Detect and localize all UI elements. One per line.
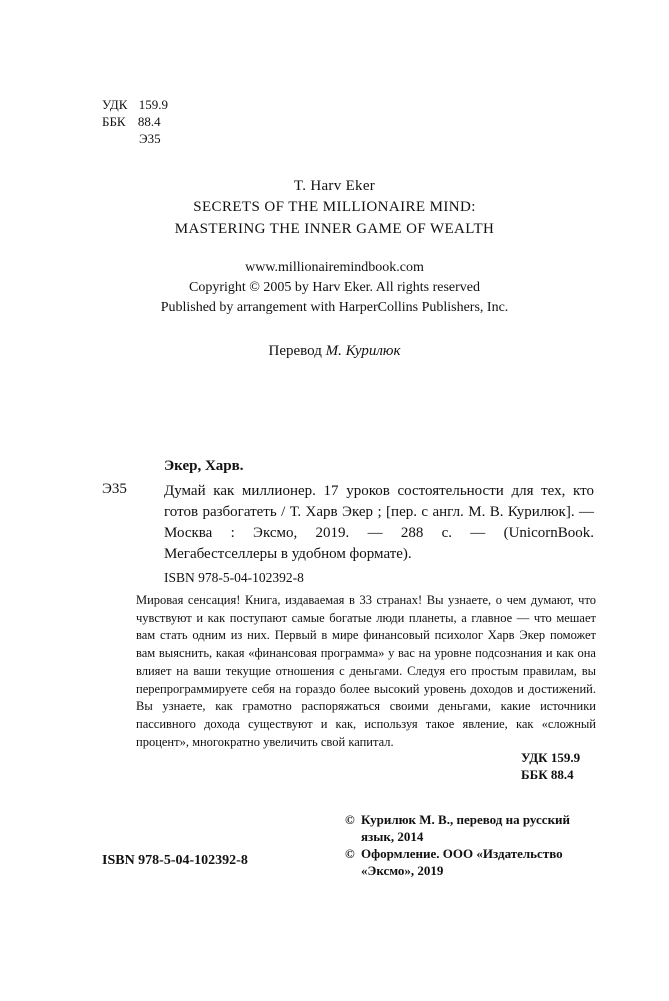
website: www.millionairemindbook.com [245, 260, 424, 275]
original-title-line2: MASTERING THE INNER GAME OF WEALTH [174, 221, 495, 237]
copyright-symbol-1: © [345, 812, 355, 827]
udk-value: 159.9 [138, 97, 168, 112]
original-author: T. Harv Eker [293, 178, 376, 194]
translation-copyright-line1: Курилюк М. В., перевод на русский [361, 812, 571, 827]
udk-label: УДК [102, 97, 128, 112]
copyright-symbol-2: © [345, 846, 355, 861]
original-title-line1: SECRETS OF THE MILLIONAIRE MIND: [193, 199, 476, 215]
translation-copyright-line2: язык, 2014 [361, 829, 424, 844]
publisher-arrangement: Published by arrangement with HarperCollins Publishers, Inc. [160, 300, 509, 315]
translator-credit [0, 343, 669, 360]
translator-name: М. Курилюк [325, 343, 401, 359]
bbk-label: ББК [102, 114, 126, 129]
bib-description: Думай как миллионер. 17 уроков состоятельности для тех, кто готов разбогатеть / Т. Харв Экер ; [пер. с англ. М. В. Курилюк]. — Москва : Эксмо, 2019. — 288 с. — (UnicornBook. Мегабестселлеры в удобном формате). [164, 483, 594, 562]
bib-isbn: ISBN 978-5-04-102392-8 [164, 570, 304, 585]
isbn-bottom: ISBN 978-5-04-102392-8 [102, 853, 248, 868]
author-mark-top: Э35 [139, 131, 161, 146]
bbk-top [102, 114, 161, 130]
copyright-notice: Copyright © 2005 by Harv Eker. All rights reserved [189, 280, 480, 295]
bbk-bottom: ББК 88.4 [521, 767, 574, 782]
bib-author-mark: Э35 [102, 481, 127, 497]
udk-top [102, 97, 168, 113]
translator-label: Перевод [268, 343, 326, 359]
udk-bottom: УДК 159.9 [521, 750, 581, 765]
annotation: Мировая сенсация! Книга, издаваемая в 33 странах! Вы узнаете, о чем думают, что чувствуют и как поступают самые богатые люди планеты, а главное — что мешает вам стать одним из них. Первый в мире финансовый психолог Харв Экер поможет вам выяснить, какая «финансовая программа» у вас на уровне подсознания и как она влияет на ваши текущие отношения с деньгами. Следуя его простым правилам, вы перепрограммируете себя на гораздо более высокий уровень доходов и достижений. Вы узнаете, как грамотно распоряжаться своими деньгами, какие источники пассивного дохода существуют и как, используя такое явление, как «сложный процент», многократно увеличить свой капитал. [136, 593, 596, 749]
bib-author-heading: Экер, Харв. [164, 458, 244, 474]
bbk-value: 88.4 [137, 114, 161, 129]
design-copyright-line1: Оформление. ООО «Издательство [361, 846, 563, 861]
copyright-block [345, 811, 597, 879]
design-copyright-line2: «Эксмо», 2019 [361, 863, 444, 878]
